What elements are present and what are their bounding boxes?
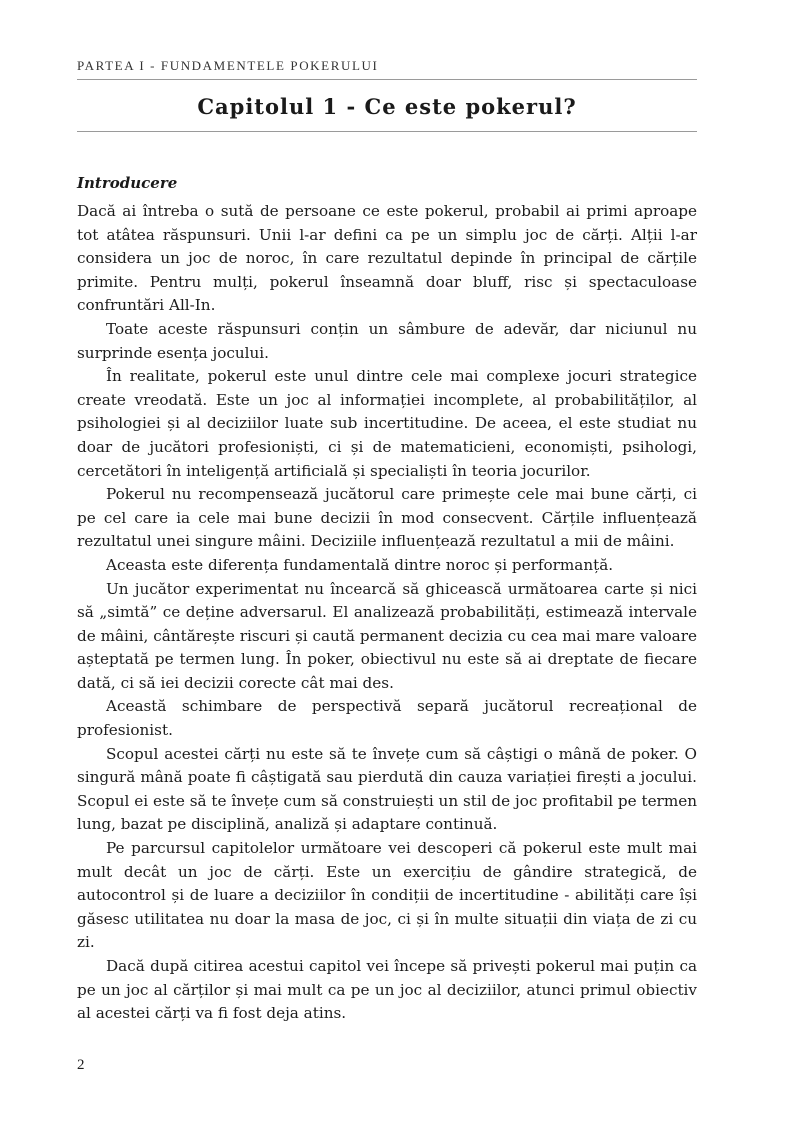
body-text <box>77 200 697 1026</box>
paragraph: Un jucător experimentat nu încearcă să ghicească următoarea carte și nici să „simtă” ce deține adversarul. El analizează probabilități, estimează intervale de mâini, cântărește riscuri și caută permanent decizia cu cea mai mare valoare așteptată pe termen lung. În poker, obiectivul nu este să ai dreptate de fiecare dată, ci să iei decizii corecte cât mai des. <box>77 579 697 692</box>
section-heading: Introducere <box>77 174 178 192</box>
paragraph: Dacă ai întreba o sută de persoane ce este pokerul, probabil ai primi aproape tot atâtea răspunsuri. Unii l-ar defini ca pe un simplu joc de cărți. Alții l-ar considera un joc de noroc, în care rezultatul depinde în principal de cărțile primite. Pentru mulți, pokerul înseamnă doar bluff, risc și spectaculoase confruntări All-In. <box>77 202 697 315</box>
title-divider <box>77 131 697 132</box>
paragraph: Aceasta este diferența fundamentală dintre noroc și performanță. <box>106 555 614 574</box>
running-header: PARTEA I - FUNDAMENTELE POKERULUI <box>77 58 379 73</box>
header-divider <box>77 79 697 80</box>
paragraph: Pokerul nu recompensează jucătorul care primește cele mai bune cărți, ci pe cel care ia cele mai bune decizii în mod consecvent. Cărțile influențează rezultatul unei singure mâini. Deciziile influențează rezultatul a mii de mâini. <box>77 485 697 551</box>
paragraph: Pe parcursul capitolelor următoare vei descoperi că pokerul este mult mai mult decât un joc de cărți. Este un exercițiu de gândire strategică, de autocontrol și de luare a deciziilor în condiții de incertitudine - abilități care își găsesc utilitatea nu doar la masa de joc, ci și în multe situații din viața de zi cu zi. <box>77 839 697 952</box>
chapter-title: Capitolul 1 - Ce este pokerul? <box>197 94 577 119</box>
page-number: 2 <box>77 1057 85 1073</box>
paragraph: Această schimbare de perspectivă separă jucătorul recreațional de profesionist. <box>77 697 697 740</box>
paragraph: Toate aceste răspunsuri conțin un sâmbure de adevăr, dar niciunul nu surprinde esența jocului. <box>77 319 697 362</box>
paragraph: În realitate, pokerul este unul dintre cele mai complexe jocuri strategice create vreodată. Este un joc al informației incomplete, al probabilităților, al psihologiei și al deciziilor luate sub incertitudine. De aceea, el este studiat nu doar de jucători profesioniști, ci și de matematicieni, economiști, psihologi, cercetători în inteligență artificială și specialiști în teoria jocurilor. <box>77 367 697 480</box>
paragraph: Scopul acestei cărți nu este să te învețe cum să câștigi o mână de poker. O singură mână poate fi câștigată sau pierdută din cauza variației firești a jocului. Scopul ei este să te învețe cum să construiești un stil de joc profitabil pe termen lung, bazat pe disciplină, analiză și adaptare continuă. <box>77 744 697 834</box>
paragraph: Dacă după citirea acestui capitol vei începe să privești pokerul mai puțin ca pe un joc al cărților și mai mult ca pe un joc al deciziilor, atunci primul obiectiv al acestei cărți va fi fost deja atins. <box>77 957 697 1023</box>
